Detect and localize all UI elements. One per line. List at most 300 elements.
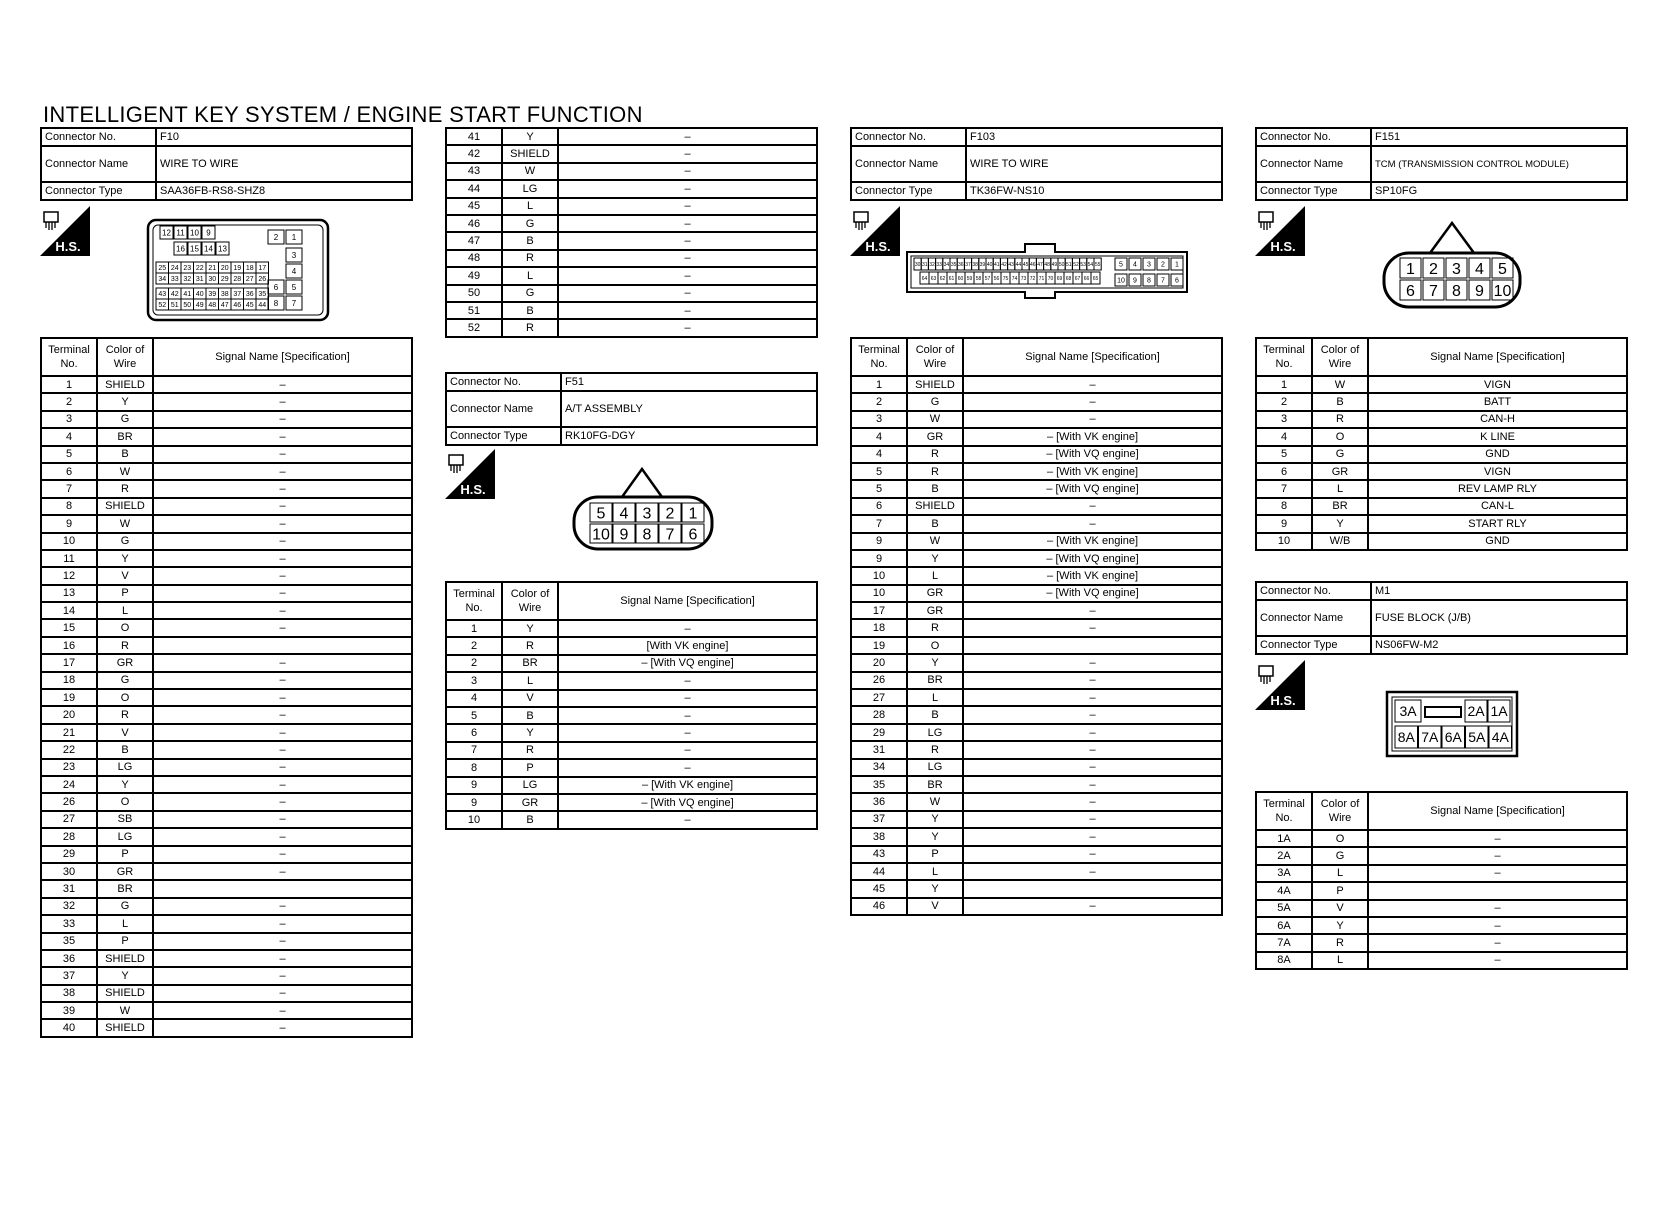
table-row [1256, 917, 1627, 934]
wire-color-cell: O [907, 637, 963, 654]
signal-name-cell: – [963, 619, 1222, 636]
terminal-no-cell: 4 [851, 446, 907, 463]
table-row [851, 654, 1222, 671]
table-row [41, 480, 412, 497]
wire-color-cell: R [1312, 934, 1368, 951]
table-row [446, 250, 817, 267]
signal-name-cell [153, 880, 412, 897]
terminal-no-cell: 1A [1256, 830, 1312, 847]
terminal-no-cell: 9 [851, 550, 907, 567]
pin-number: 5 [291, 282, 297, 292]
pin-number: 62 [939, 275, 946, 282]
signal-name-cell: – [558, 672, 817, 689]
terminal-no-cell: 6 [41, 463, 97, 480]
pin-number: 2 [1429, 260, 1438, 278]
terminal-no-cell: 5 [1256, 446, 1312, 463]
signal-name-cell: – [558, 319, 817, 336]
connector-no-value: F10 [156, 128, 412, 146]
wire-color-cell: BR [907, 672, 963, 689]
signal-name-cell: – [963, 898, 1222, 915]
table-row [41, 411, 412, 428]
terminal-no-cell: 29 [41, 846, 97, 863]
wire-color-cell: L [1312, 865, 1368, 882]
pin-number: 20 [220, 265, 229, 273]
f10-header [40, 127, 413, 201]
signal-name-cell: – [153, 724, 412, 741]
connector-type-label: Connector Type [446, 427, 561, 445]
table-row [41, 585, 412, 602]
table-row [446, 302, 817, 319]
pin-number: 9 [206, 228, 211, 238]
pin-number: 23 [183, 265, 192, 273]
signal-name-cell: – [153, 602, 412, 619]
signal-name-cell: – [558, 215, 817, 232]
wire-color-cell: L [502, 198, 558, 215]
terminal-no-cell: 52 [446, 319, 502, 336]
wire-color-cell: R [97, 480, 153, 497]
signal-name-cell: – [153, 376, 412, 393]
pin-number: 35 [258, 291, 267, 299]
table-row [851, 428, 1222, 445]
table-row [41, 654, 412, 671]
terminal-no-cell: 26 [851, 672, 907, 689]
f10-terminal-table-continued [445, 127, 818, 338]
signal-name-cell: – [963, 654, 1222, 671]
table-row [1256, 428, 1627, 445]
pin-number: 4 [1475, 260, 1484, 278]
wire-color-cell: R [502, 637, 558, 654]
table-row [851, 724, 1222, 741]
table-row [41, 637, 412, 654]
wire-color-cell: W [907, 533, 963, 550]
pin-number: 1 [688, 505, 698, 523]
terminal-no-cell: 10 [446, 811, 502, 828]
signal-name-cell: – [558, 724, 817, 741]
m1-connector-diagram [1385, 690, 1520, 760]
table-row [1256, 952, 1627, 969]
f51-header [445, 372, 818, 446]
terminal-no-cell: 49 [446, 267, 502, 284]
signal-name-cell: – [With VK engine] [963, 533, 1222, 550]
pin-number: 61 [948, 275, 955, 282]
wire-color-cell: P [97, 585, 153, 602]
wire-color-cell: BR [97, 880, 153, 897]
pin-number: 1 [1175, 261, 1179, 269]
wire-color-cell: G [502, 285, 558, 302]
wire-color-cell: LG [907, 759, 963, 776]
signal-name-cell: – [With VQ engine] [963, 550, 1222, 567]
pin-number: 46 [1030, 261, 1036, 268]
table-row [851, 880, 1222, 897]
connector-no-label: Connector No. [851, 128, 966, 146]
pin-number: 3 [1147, 261, 1151, 269]
table-row [851, 619, 1222, 636]
m1-terminal-table [1255, 791, 1628, 970]
signal-name-cell: – [1368, 900, 1627, 917]
harness-side-icon [1255, 206, 1305, 256]
pin-number: 31 [195, 276, 204, 284]
signal-name-cell: – [558, 180, 817, 197]
terminal-no-cell: 10 [851, 567, 907, 584]
wire-color-cell: LG [502, 777, 558, 794]
wire-color-cell: LG [502, 180, 558, 197]
signal-name-cell: – [558, 232, 817, 249]
pin-number: 13 [218, 244, 227, 254]
pin-number: 40 [986, 261, 993, 268]
table-row [851, 793, 1222, 810]
terminal-no-cell: 43 [851, 846, 907, 863]
table-row [851, 602, 1222, 619]
wire-color-cell: R [1312, 411, 1368, 428]
terminal-no-cell: 20 [41, 706, 97, 723]
wire-color-cell: BR [502, 655, 558, 672]
terminal-no-cell: 37 [41, 967, 97, 984]
signal-header: Signal Name [Specification] [963, 338, 1222, 376]
wire-color-cell: P [907, 846, 963, 863]
m1-header [1255, 581, 1628, 655]
pin-number: 63 [930, 275, 937, 282]
signal-name-cell: CAN-H [1368, 411, 1627, 428]
pin-number: 72 [1029, 275, 1036, 282]
wire-color-cell: SHIELD [502, 145, 558, 162]
signal-name-cell: – [153, 759, 412, 776]
signal-name-cell: REV LAMP RLY [1368, 480, 1627, 497]
wire-color-cell: B [502, 811, 558, 828]
terminal-no-cell: 26 [41, 793, 97, 810]
wire-color-cell: BR [907, 776, 963, 793]
pin-number: 48 [208, 302, 217, 310]
wire-color-cell: Y [907, 880, 963, 897]
signal-name-cell: – [153, 1019, 412, 1036]
f51-connector-diagram [570, 465, 720, 555]
terminal-no-cell: 1 [851, 376, 907, 393]
signal-name-cell: CAN-L [1368, 498, 1627, 515]
signal-name-cell: – [963, 811, 1222, 828]
signal-name-cell: – [963, 741, 1222, 758]
terminal-no-cell: 10 [851, 585, 907, 602]
pin-number: 42 [170, 291, 179, 299]
signal-name-cell: – [With VK engine] [963, 567, 1222, 584]
pin-number: 29 [220, 276, 229, 284]
harness-side-icon [850, 206, 900, 256]
table-row [41, 776, 412, 793]
terminal-no-cell: 6 [446, 724, 502, 741]
table-row [851, 741, 1222, 758]
wire-color-cell: LG [97, 759, 153, 776]
signal-name-cell: – [153, 567, 412, 584]
table-row [446, 319, 817, 336]
table-row [446, 724, 817, 741]
wire-color-cell: W [1312, 376, 1368, 393]
terminal-no-cell: 50 [446, 285, 502, 302]
connector-type-value: SAA36FB-RS8-SHZ8 [156, 182, 412, 200]
signal-name-cell: – [963, 689, 1222, 706]
signal-name-cell: – [With VQ engine] [558, 655, 817, 672]
pin-number: 30 [914, 261, 921, 268]
signal-name-cell: – [153, 533, 412, 550]
pin-number: 33 [936, 261, 942, 268]
wire-color-cell: P [1312, 882, 1368, 899]
terminal-no-cell: 4 [446, 690, 502, 707]
wire-color-cell: G [1312, 847, 1368, 864]
pin-number: 4 [1133, 261, 1137, 269]
wire-color-cell: Y [97, 393, 153, 410]
wire-color-cell: L [502, 672, 558, 689]
table-row [851, 411, 1222, 428]
table-row [851, 515, 1222, 532]
pin-number: 59 [966, 275, 973, 282]
terminal-no-cell: 2 [446, 655, 502, 672]
table-row [446, 145, 817, 162]
pin-number: 50 [183, 302, 192, 310]
table-row [41, 498, 412, 515]
signal-name-cell: – [With VQ engine] [963, 585, 1222, 602]
table-row [1256, 446, 1627, 463]
pin-number: 42 [1001, 261, 1007, 268]
pin-number: 43 [1008, 261, 1014, 268]
signal-name-cell: VIGN [1368, 376, 1627, 393]
pin-number: 71 [1038, 275, 1045, 282]
terminal-no-header: Terminal No. [851, 338, 907, 376]
wire-color-cell: W [97, 515, 153, 532]
table-row [446, 655, 817, 672]
terminal-no-cell: 44 [446, 180, 502, 197]
table-row [41, 846, 412, 863]
table-row [446, 163, 817, 180]
wire-color-cell: B [502, 232, 558, 249]
signal-name-cell: – [963, 602, 1222, 619]
terminal-no-cell: 5 [851, 480, 907, 497]
table-row [1256, 480, 1627, 497]
wire-color-cell: LG [907, 724, 963, 741]
wire-color-cell: V [1312, 900, 1368, 917]
connector-name-value: WIRE TO WIRE [966, 146, 1222, 182]
terminal-no-cell: 31 [41, 880, 97, 897]
table-row [41, 811, 412, 828]
pin-number: 46 [233, 302, 242, 310]
terminal-no-cell: 37 [851, 811, 907, 828]
table-row [851, 533, 1222, 550]
wire-color-cell: Y [1312, 917, 1368, 934]
terminal-no-cell: 4 [41, 428, 97, 445]
wire-color-cell: G [502, 215, 558, 232]
hs-label: H.S. [1270, 239, 1296, 254]
pin-number: 6 [1406, 282, 1415, 300]
pin-number: 18 [245, 265, 254, 273]
pin-number: 8 [1147, 277, 1151, 285]
table-row [1256, 882, 1627, 899]
connector-name-label: Connector Name [1256, 600, 1371, 636]
signal-name-cell: – [With VQ engine] [963, 480, 1222, 497]
pin-number: 7A [1421, 729, 1439, 746]
table-row [1256, 900, 1627, 917]
table-row [1256, 533, 1627, 550]
table-row [851, 463, 1222, 480]
color-header: Color of Wire [1312, 338, 1368, 376]
table-row [1256, 515, 1627, 532]
table-row [1256, 934, 1627, 951]
signal-name-cell: – [With VQ engine] [558, 794, 817, 811]
pin-number: 10 [190, 228, 199, 238]
pin-number: 8 [642, 526, 652, 544]
signal-name-cell: – [153, 619, 412, 636]
terminal-no-cell: 6 [851, 498, 907, 515]
wire-color-cell: R [907, 619, 963, 636]
signal-name-cell: – [558, 811, 817, 828]
f103-terminal-table [850, 337, 1223, 916]
table-row [1256, 498, 1627, 515]
wire-color-cell: R [502, 250, 558, 267]
pin-number: 32 [929, 261, 935, 268]
table-row [1256, 463, 1627, 480]
terminal-no-cell: 42 [446, 145, 502, 162]
pin-number: 39 [208, 291, 217, 299]
terminal-no-cell: 51 [446, 302, 502, 319]
terminal-no-cell: 8A [1256, 952, 1312, 969]
pin-number: 17 [258, 265, 267, 273]
terminal-no-cell: 24 [41, 776, 97, 793]
table-row [446, 811, 817, 828]
terminal-no-cell: 9 [1256, 515, 1312, 532]
wire-color-cell: R [907, 446, 963, 463]
color-header: Color of Wire [907, 338, 963, 376]
signal-name-cell: – [1368, 917, 1627, 934]
wire-color-cell: L [907, 689, 963, 706]
pin-number: 9 [1133, 277, 1137, 285]
f151-header [1255, 127, 1628, 201]
table-row [851, 446, 1222, 463]
signal-name-cell: – [153, 846, 412, 863]
table-row [851, 706, 1222, 723]
table-row [41, 724, 412, 741]
terminal-no-cell: 44 [851, 863, 907, 880]
wire-color-cell: GR [1312, 463, 1368, 480]
pin-number: 5 [596, 505, 606, 523]
pin-number: 38 [220, 291, 229, 299]
connector-type-value: SP10FG [1371, 182, 1627, 200]
terminal-no-cell: 5 [851, 463, 907, 480]
terminal-no-cell: 46 [446, 215, 502, 232]
signal-name-cell: – [With VK engine] [963, 428, 1222, 445]
table-row [851, 637, 1222, 654]
terminal-no-cell: 2 [851, 393, 907, 410]
pin-number: 51 [170, 302, 179, 310]
table-row [41, 933, 412, 950]
table-row [41, 1019, 412, 1036]
pin-number: 7 [665, 526, 675, 544]
signal-name-cell: – [963, 846, 1222, 863]
f51-terminal-table [445, 581, 818, 830]
signal-name-cell: BATT [1368, 393, 1627, 410]
table-row [446, 215, 817, 232]
table-row [851, 828, 1222, 845]
signal-name-cell: – [558, 707, 817, 724]
table-row [41, 428, 412, 445]
signal-name-cell: – [153, 689, 412, 706]
signal-name-cell: – [153, 428, 412, 445]
table-row [41, 567, 412, 584]
wire-color-cell: GR [907, 602, 963, 619]
wire-color-cell: BR [1312, 498, 1368, 515]
signal-name-cell: – [153, 811, 412, 828]
signal-name-cell: – [With VK engine] [963, 463, 1222, 480]
wire-color-cell: Y [502, 620, 558, 637]
pin-number: 75 [1002, 275, 1009, 282]
wire-color-cell: V [907, 898, 963, 915]
signal-name-cell: – [153, 498, 412, 515]
pin-number: 50 [1058, 261, 1065, 268]
pin-number: 55 [1094, 261, 1101, 268]
table-row [446, 742, 817, 759]
table-row [851, 898, 1222, 915]
signal-name-cell: – [153, 898, 412, 915]
signal-header: Signal Name [Specification] [558, 582, 817, 620]
pin-number: 3A [1399, 703, 1417, 720]
terminal-no-cell: 39 [41, 1002, 97, 1019]
wire-color-cell: SHIELD [97, 985, 153, 1002]
terminal-no-cell: 10 [1256, 533, 1312, 550]
terminal-no-cell: 22 [41, 741, 97, 758]
wire-color-cell: SHIELD [907, 376, 963, 393]
pin-number: 39 [979, 261, 986, 268]
wire-color-cell: V [502, 690, 558, 707]
signal-name-cell: – [963, 498, 1222, 515]
pin-number: 9 [619, 526, 629, 544]
wire-color-cell: W [907, 793, 963, 810]
table-row [41, 898, 412, 915]
wire-color-cell: GR [97, 654, 153, 671]
wire-color-cell: G [97, 533, 153, 550]
terminal-no-cell: 28 [851, 706, 907, 723]
table-row [1256, 865, 1627, 882]
pin-number: 31 [922, 261, 928, 268]
terminal-no-header: Terminal No. [41, 338, 97, 376]
signal-name-cell: – [153, 1002, 412, 1019]
wire-color-cell: G [1312, 446, 1368, 463]
wire-color-cell: SHIELD [97, 1019, 153, 1036]
hs-label: H.S. [865, 239, 891, 254]
signal-name-cell [153, 637, 412, 654]
table-row [446, 128, 817, 145]
wire-color-cell: B [502, 302, 558, 319]
terminal-no-cell: 7 [446, 742, 502, 759]
signal-name-cell: – [963, 828, 1222, 845]
table-row [41, 533, 412, 550]
pin-number: 10 [1117, 277, 1125, 285]
terminal-no-cell: 1 [446, 620, 502, 637]
table-row [851, 759, 1222, 776]
table-row [1256, 847, 1627, 864]
signal-name-cell: – [963, 724, 1222, 741]
signal-name-cell: – [558, 163, 817, 180]
pin-number: 34 [158, 276, 167, 284]
wire-color-cell: GR [907, 428, 963, 445]
terminal-no-cell: 4 [1256, 428, 1312, 445]
hs-label: H.S. [55, 239, 81, 254]
wire-color-cell: LG [97, 828, 153, 845]
wire-color-cell: P [97, 933, 153, 950]
pin-number: 22 [195, 265, 204, 273]
wire-color-cell: B [907, 706, 963, 723]
wire-color-cell: G [97, 672, 153, 689]
wire-color-cell: P [97, 846, 153, 863]
table-row [41, 602, 412, 619]
signal-name-cell: – [153, 706, 412, 723]
wire-color-cell: Y [502, 128, 558, 145]
terminal-no-cell: 5A [1256, 900, 1312, 917]
signal-name-cell: – [1368, 830, 1627, 847]
terminal-no-cell: 27 [41, 811, 97, 828]
